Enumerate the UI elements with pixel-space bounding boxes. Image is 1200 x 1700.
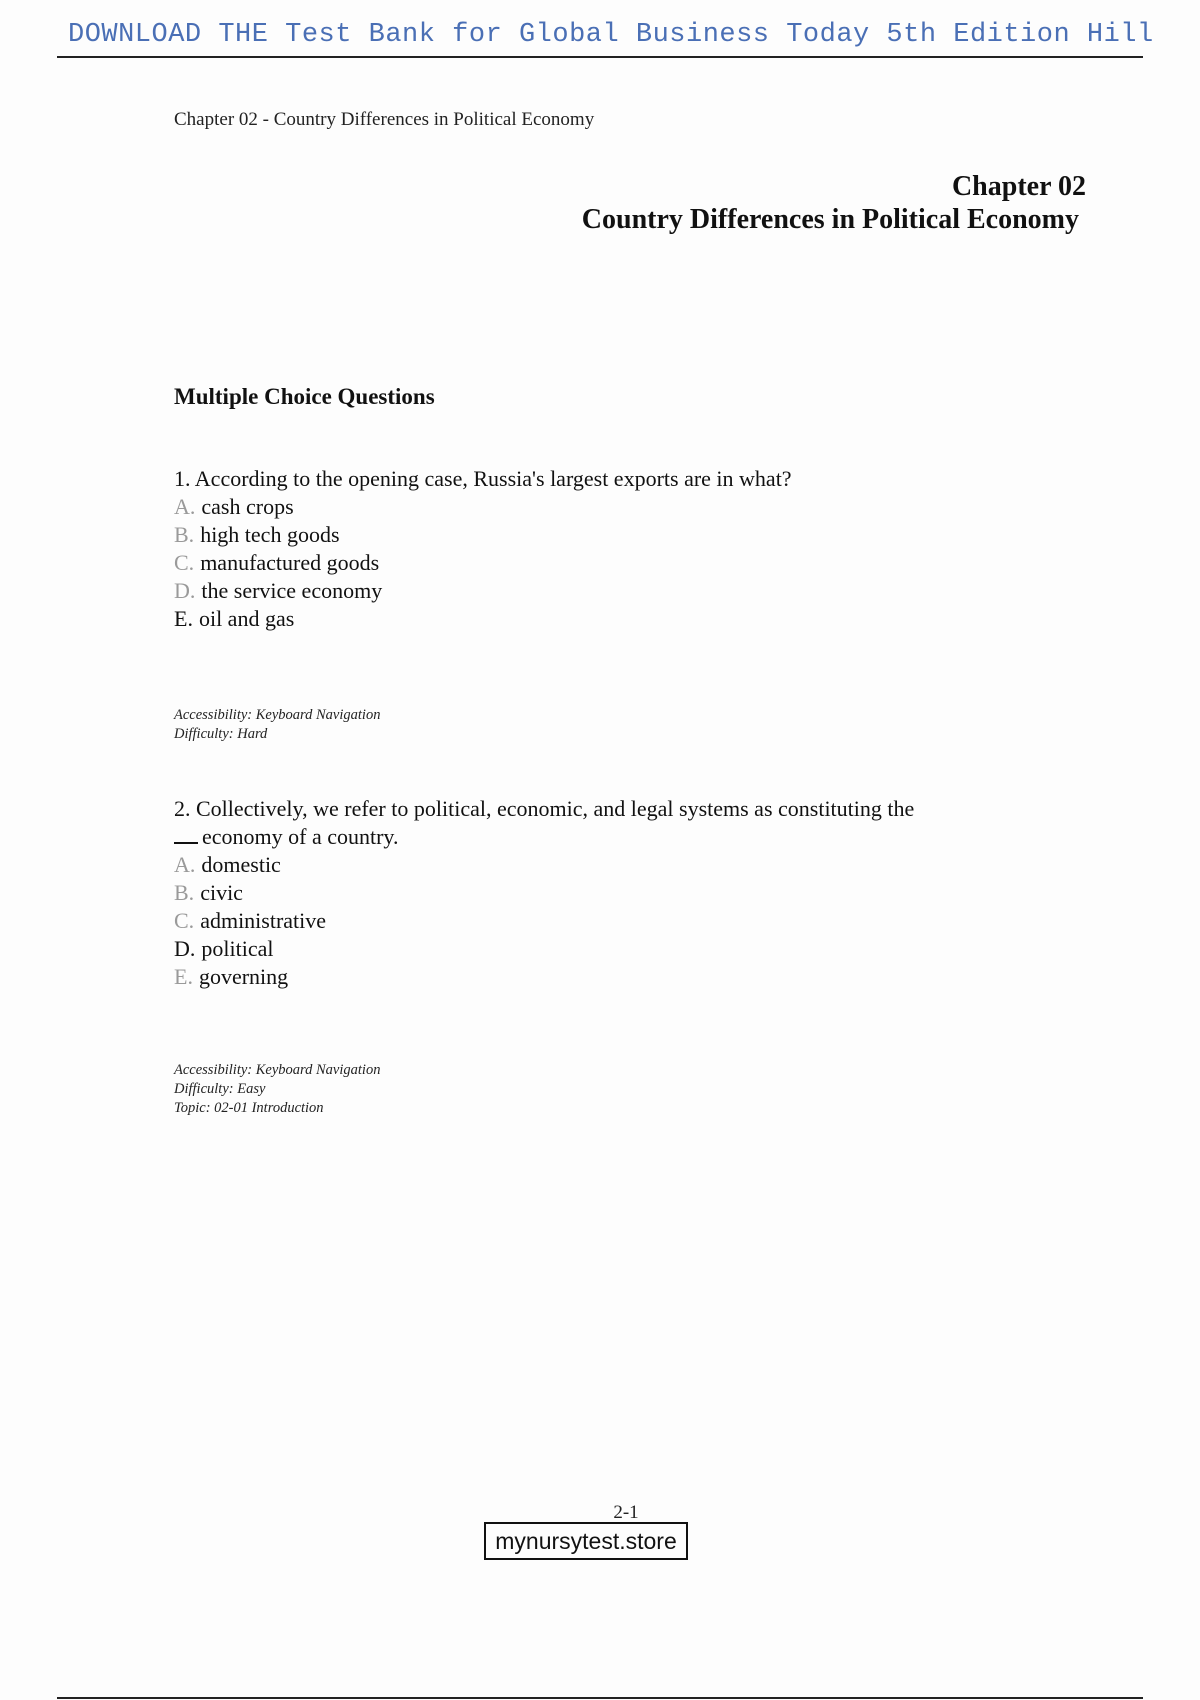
option-text: governing [198,964,289,989]
question-2-metadata [174,1061,380,1118]
chapter-number: Chapter 02 [951,171,1086,202]
difficulty-note: Difficulty: Hard [174,726,268,742]
question-1-option-d [174,577,1034,605]
fill-in-blank [174,824,198,844]
question-1-stem: 1. According to the opening case, Russia's largest exports are in what? [174,466,792,491]
section-heading: Multiple Choice Questions [174,384,435,409]
option-letter: C. [174,908,195,933]
question-2-option-a [174,851,1034,879]
question-2-option-e [174,963,1034,991]
page-number: 2-1 [613,1502,639,1523]
question-2-options [174,851,1034,991]
question-1-option-a [174,493,1034,521]
option-letter: A. [174,852,196,877]
question-2-stem-line2: economy of a country. [202,824,399,849]
option-letter: B. [174,880,195,905]
option-letter: A. [174,494,196,519]
option-text: the service economy [201,578,383,603]
option-letter: E. [174,606,193,631]
question-1 [174,465,1034,633]
option-text: administrative [200,908,327,933]
question-2-stem [174,795,1034,851]
question-2-stem-line1: 2. Collectively, we refer to political, economic, and legal systems as constituting the [174,796,915,821]
question-2-option-b [174,879,1034,907]
option-letter: D. [174,936,196,961]
header-divider [57,56,1143,58]
accessibility-note: Accessibility: Keyboard Navigation [174,707,381,723]
option-letter: E. [174,964,193,989]
question-1-metadata [174,706,380,744]
option-text: political [201,936,274,961]
option-letter: D. [174,578,196,603]
download-banner-link[interactable]: DOWNLOAD THE Test Bank for Global Business Today 5th Edition Hill [68,20,1154,50]
option-text: oil and gas [198,606,295,631]
question-1-option-e [174,605,1034,633]
difficulty-note: Difficulty: Easy [174,1081,266,1097]
option-text: manufactured goods [200,550,380,575]
question-2-option-d [174,935,1034,963]
chapter-name: Country Differences in Political Economy [581,204,1079,235]
option-text: civic [200,880,243,905]
option-letter: B. [174,522,195,547]
question-1-option-b [174,521,1034,549]
option-text: high tech goods [200,522,340,547]
question-1-options [174,493,1034,633]
question-2-option-c [174,907,1034,935]
option-letter: C. [174,550,195,575]
footer-divider [57,1697,1143,1699]
running-head: Chapter 02 - Country Differences in Political Economy [174,109,595,130]
site-watermark-box[interactable]: mynursytest.store [484,1522,688,1560]
question-1-option-c [174,549,1034,577]
accessibility-note: Accessibility: Keyboard Navigation [174,1062,381,1078]
topic-note: Topic: 02-01 Introduction [174,1100,324,1116]
chapter-title [582,170,1086,236]
option-text: domestic [201,852,281,877]
question-2 [174,795,1034,991]
option-text: cash crops [201,494,294,519]
